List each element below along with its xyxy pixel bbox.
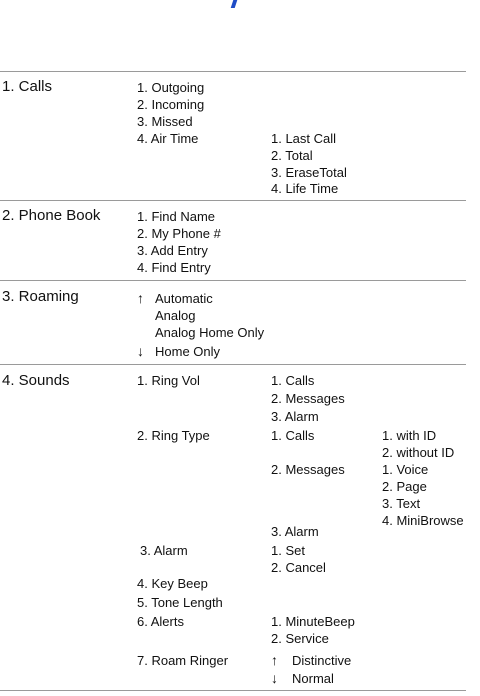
section-divider xyxy=(0,364,466,365)
sounds-item-key-beep: 4. Key Beep xyxy=(137,576,208,591)
roaming-item: Automatic xyxy=(155,291,213,306)
ring-type-messages: 2. Messages xyxy=(271,462,345,477)
arrow-down-icon: ↓ xyxy=(271,670,278,686)
phone-book-item: 2. My Phone # xyxy=(137,226,221,241)
roam-ringer-subitem: Normal xyxy=(292,671,334,686)
air-time-subitem: 3. EraseTotal xyxy=(271,165,347,180)
arrow-up-icon: ↑ xyxy=(271,652,278,668)
section-title-phone-book: 2. Phone Book xyxy=(2,207,101,224)
section-divider xyxy=(0,690,466,691)
phone-book-item: 3. Add Entry xyxy=(137,243,208,258)
air-time-subitem: 2. Total xyxy=(271,148,313,163)
section-title-sounds: 4. Sounds xyxy=(2,372,70,389)
ring-type-messages-subitem: 4. MiniBrowse xyxy=(382,513,464,528)
air-time-subitem: 4. Life Time xyxy=(271,181,339,196)
ring-type-messages-subitem: 3. Text xyxy=(382,496,421,511)
ring-vol-subitem: 1. Calls xyxy=(271,373,315,388)
arrow-up-icon: ↑ xyxy=(137,290,144,306)
ring-type-calls-subitem: 2. without ID xyxy=(382,445,455,460)
sounds-item-alerts: 6. Alerts xyxy=(137,614,184,629)
roaming-item: Home Only xyxy=(155,344,221,359)
ring-vol-subitem: 3. Alarm xyxy=(271,409,319,424)
calls-item: 2. Incoming xyxy=(137,97,205,112)
arrow-down-icon: ↓ xyxy=(137,343,144,359)
calls-item: 4. Air Time xyxy=(137,131,199,146)
section-divider xyxy=(0,71,466,72)
alarm-subitem: 2. Cancel xyxy=(271,560,326,575)
ring-type-messages-subitem: 1. Voice xyxy=(382,462,429,477)
section-title-roaming: 3. Roaming xyxy=(2,288,79,305)
phone-book-item: 4. Find Entry xyxy=(137,260,211,275)
section-divider xyxy=(0,280,466,281)
sounds-item-roam-ringer: 7. Roam Ringer xyxy=(137,653,229,668)
sounds-item-alarm: 3. Alarm xyxy=(140,543,188,558)
roam-ringer-subitem: Distinctive xyxy=(292,653,352,668)
sounds-item-tone-length: 5. Tone Length xyxy=(137,595,223,610)
ring-type-alarm: 3. Alarm xyxy=(271,524,319,539)
alerts-subitem: 1. MinuteBeep xyxy=(271,614,355,629)
air-time-subitem: 1. Last Call xyxy=(271,131,337,146)
ring-type-calls: 1. Calls xyxy=(271,428,315,443)
phone-book-item: 1. Find Name xyxy=(137,209,216,224)
calls-item: 3. Missed xyxy=(137,114,193,129)
section-title-calls: 1. Calls xyxy=(2,78,53,95)
section-divider xyxy=(0,200,466,201)
roaming-item: Analog Home Only xyxy=(155,325,265,340)
ring-type-calls-subitem: 1. with ID xyxy=(382,428,437,443)
roaming-item: Analog xyxy=(155,308,196,323)
ring-type-messages-subitem: 2. Page xyxy=(382,479,427,494)
ring-vol-subitem: 2. Messages xyxy=(271,391,345,406)
calls-item: 1. Outgoing xyxy=(137,80,205,95)
alarm-subitem: 1. Set xyxy=(271,543,305,558)
sounds-item-ring-vol: 1. Ring Vol xyxy=(137,373,200,388)
sounds-item-ring-type: 2. Ring Type xyxy=(137,428,210,443)
alerts-subitem: 2. Service xyxy=(271,631,329,646)
top-mark xyxy=(231,0,238,8)
